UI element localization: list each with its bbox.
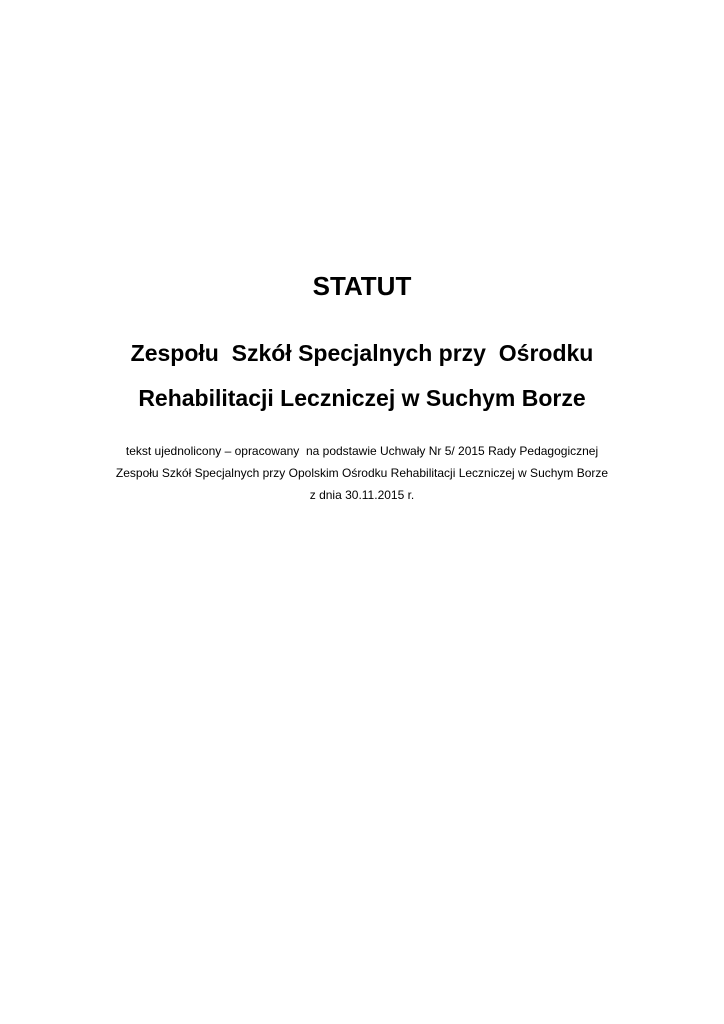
document-subtitle-line-2: Rehabilitacji Leczniczej w Suchym Borze [138,385,586,411]
document-note-line-2: Zespołu Szkół Specjalnych przy Opolskim Ośrodku Rehabilitacji Leczniczej w Suchym Borze [115,466,609,480]
document-title: STATUT [312,271,412,301]
document-note-date-line: z dnia 30.11.2015 r. [309,488,415,502]
document-note-line-1: tekst ujednolicony – opracowany na podstawie Uchwały Nr 5/ 2015 Rady Pedagogicznej [125,444,599,458]
document-subtitle-line-1: Zespołu Szkół Specjalnych przy Ośrodku [130,340,594,366]
